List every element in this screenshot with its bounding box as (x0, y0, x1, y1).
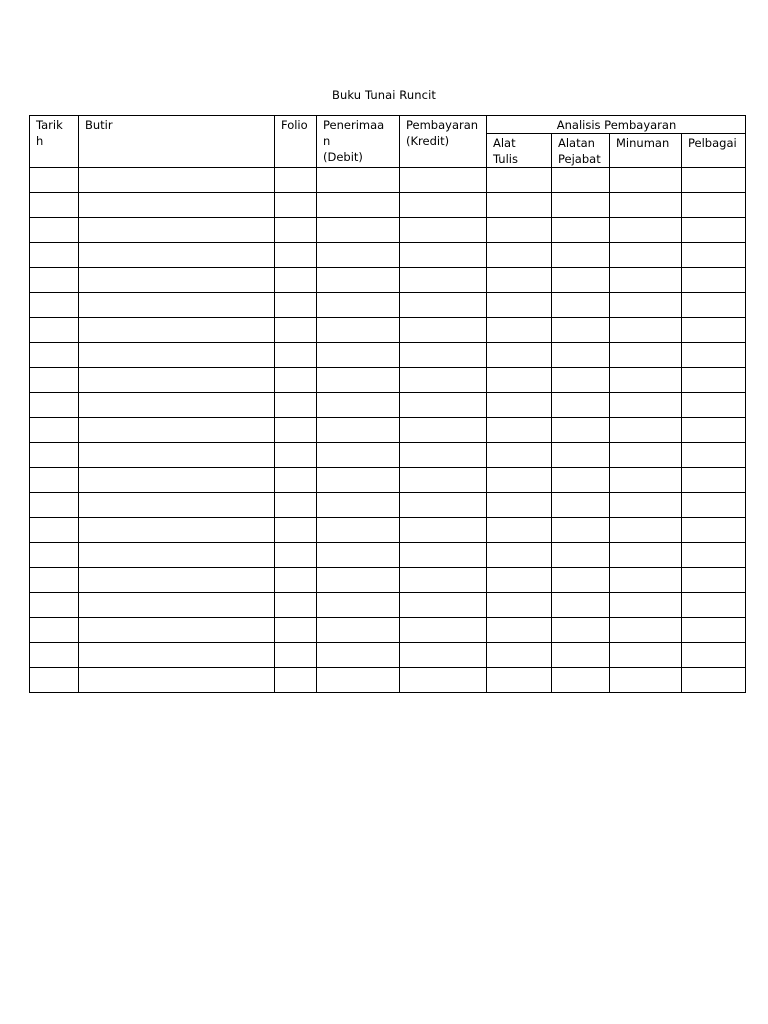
header-pembayaran: Pembayaran (Kredit) (400, 116, 487, 168)
cell-pembayaran[interactable] (400, 393, 487, 418)
petty-cash-ledger-table (29, 115, 746, 693)
cell-minuman[interactable] (610, 368, 682, 393)
cell-penerimaan[interactable] (317, 243, 400, 268)
cell-alat-tulis[interactable] (487, 293, 552, 318)
cell-penerimaan[interactable] (317, 318, 400, 343)
cell-alat-tulis[interactable] (487, 593, 552, 618)
cell-alatan-pejabat[interactable] (552, 493, 610, 518)
cell-alat-tulis[interactable] (487, 518, 552, 543)
table-row (30, 293, 746, 318)
cell-alatan-pejabat[interactable] (552, 643, 610, 668)
cell-alatan-pejabat[interactable] (552, 218, 610, 243)
cell-pembayaran[interactable] (400, 168, 487, 193)
cell-butir[interactable] (79, 668, 275, 693)
cell-minuman[interactable] (610, 393, 682, 418)
cell-butir[interactable] (79, 243, 275, 268)
table-row (30, 668, 746, 693)
cell-alat-tulis[interactable] (487, 393, 552, 418)
cell-pembayaran[interactable] (400, 568, 487, 593)
cell-alatan-pejabat[interactable] (552, 568, 610, 593)
cell-minuman[interactable] (610, 593, 682, 618)
cell-pembayaran[interactable] (400, 418, 487, 443)
cell-pelbagai[interactable] (682, 618, 746, 643)
table-row (30, 268, 746, 293)
cell-tarikh[interactable] (30, 268, 79, 293)
cell-folio[interactable] (275, 193, 317, 218)
page-title: Buku Tunai Runcit (332, 88, 436, 102)
header-tarikh: Tarik h (30, 116, 79, 168)
cell-folio[interactable] (275, 568, 317, 593)
cell-minuman[interactable] (610, 218, 682, 243)
cell-folio[interactable] (275, 368, 317, 393)
cell-folio[interactable] (275, 318, 317, 343)
cell-alat-tulis[interactable] (487, 168, 552, 193)
cell-folio[interactable] (275, 593, 317, 618)
cell-pembayaran[interactable] (400, 468, 487, 493)
cell-alat-tulis[interactable] (487, 268, 552, 293)
cell-penerimaan[interactable] (317, 468, 400, 493)
cell-minuman[interactable] (610, 518, 682, 543)
cell-alat-tulis[interactable] (487, 543, 552, 568)
cell-tarikh[interactable] (30, 368, 79, 393)
cell-butir[interactable] (79, 193, 275, 218)
cell-folio[interactable] (275, 643, 317, 668)
cell-alatan-pejabat[interactable] (552, 193, 610, 218)
cell-butir[interactable] (79, 268, 275, 293)
cell-folio[interactable] (275, 293, 317, 318)
cell-minuman[interactable] (610, 568, 682, 593)
cell-tarikh[interactable] (30, 618, 79, 643)
cell-pembayaran[interactable] (400, 243, 487, 268)
cell-penerimaan[interactable] (317, 393, 400, 418)
cell-minuman[interactable] (610, 618, 682, 643)
cell-alat-tulis[interactable] (487, 243, 552, 268)
cell-pembayaran[interactable] (400, 618, 487, 643)
cell-butir[interactable] (79, 568, 275, 593)
cell-folio[interactable] (275, 343, 317, 368)
cell-butir[interactable] (79, 343, 275, 368)
cell-alatan-pejabat[interactable] (552, 443, 610, 468)
cell-penerimaan[interactable] (317, 643, 400, 668)
cell-tarikh[interactable] (30, 418, 79, 443)
header-minuman: Minuman (610, 134, 682, 168)
table-row (30, 418, 746, 443)
cell-pembayaran[interactable] (400, 293, 487, 318)
cell-penerimaan[interactable] (317, 443, 400, 468)
cell-pelbagai[interactable] (682, 243, 746, 268)
cell-pembayaran[interactable] (400, 543, 487, 568)
table-row (30, 318, 746, 343)
cell-alat-tulis[interactable] (487, 218, 552, 243)
cell-minuman[interactable] (610, 443, 682, 468)
cell-butir[interactable] (79, 468, 275, 493)
cell-folio[interactable] (275, 418, 317, 443)
cell-alatan-pejabat[interactable] (552, 368, 610, 393)
cell-butir[interactable] (79, 593, 275, 618)
table-row (30, 518, 746, 543)
cell-alatan-pejabat[interactable] (552, 168, 610, 193)
cell-pelbagai[interactable] (682, 568, 746, 593)
table-row (30, 543, 746, 568)
cell-tarikh[interactable] (30, 468, 79, 493)
cell-minuman[interactable] (610, 543, 682, 568)
cell-pelbagai[interactable] (682, 443, 746, 468)
cell-butir[interactable] (79, 443, 275, 468)
cell-pembayaran[interactable] (400, 268, 487, 293)
table-row (30, 493, 746, 518)
cell-pembayaran[interactable] (400, 193, 487, 218)
cell-penerimaan[interactable] (317, 593, 400, 618)
cell-alatan-pejabat[interactable] (552, 243, 610, 268)
cell-penerimaan[interactable] (317, 368, 400, 393)
cell-penerimaan[interactable] (317, 418, 400, 443)
cell-pembayaran[interactable] (400, 493, 487, 518)
cell-alatan-pejabat[interactable] (552, 518, 610, 543)
cell-pelbagai[interactable] (682, 343, 746, 368)
cell-minuman[interactable] (610, 243, 682, 268)
cell-alatan-pejabat[interactable] (552, 668, 610, 693)
cell-pelbagai[interactable] (682, 318, 746, 343)
cell-alatan-pejabat[interactable] (552, 543, 610, 568)
table-row (30, 643, 746, 668)
cell-penerimaan[interactable] (317, 493, 400, 518)
table-row (30, 593, 746, 618)
cell-minuman[interactable] (610, 643, 682, 668)
cell-pelbagai[interactable] (682, 668, 746, 693)
cell-alatan-pejabat[interactable] (552, 618, 610, 643)
cell-butir[interactable] (79, 293, 275, 318)
cell-butir[interactable] (79, 643, 275, 668)
cell-minuman[interactable] (610, 668, 682, 693)
cell-penerimaan[interactable] (317, 543, 400, 568)
cell-alatan-pejabat[interactable] (552, 468, 610, 493)
cell-folio[interactable] (275, 618, 317, 643)
cell-penerimaan[interactable] (317, 343, 400, 368)
cell-butir[interactable] (79, 493, 275, 518)
cell-tarikh[interactable] (30, 243, 79, 268)
header-butir: Butir (79, 116, 275, 168)
header-pelbagai: Pelbagai (682, 134, 746, 168)
cell-tarikh[interactable] (30, 518, 79, 543)
cell-penerimaan[interactable] (317, 193, 400, 218)
cell-tarikh[interactable] (30, 168, 79, 193)
cell-butir[interactable] (79, 543, 275, 568)
cell-pelbagai[interactable] (682, 593, 746, 618)
cell-folio[interactable] (275, 168, 317, 193)
cell-butir[interactable] (79, 518, 275, 543)
table-row (30, 343, 746, 368)
header-penerimaan: Penerimaa n (Debit) (317, 116, 400, 168)
table-row (30, 193, 746, 218)
cell-alat-tulis[interactable] (487, 343, 552, 368)
cell-minuman[interactable] (610, 193, 682, 218)
cell-folio[interactable] (275, 468, 317, 493)
cell-pelbagai[interactable] (682, 293, 746, 318)
cell-tarikh[interactable] (30, 318, 79, 343)
cell-butir[interactable] (79, 418, 275, 443)
cell-pelbagai[interactable] (682, 518, 746, 543)
table-row (30, 468, 746, 493)
cell-pembayaran[interactable] (400, 593, 487, 618)
cell-tarikh[interactable] (30, 343, 79, 368)
table-row (30, 393, 746, 418)
cell-minuman[interactable] (610, 493, 682, 518)
cell-butir[interactable] (79, 618, 275, 643)
cell-butir[interactable] (79, 393, 275, 418)
table-row (30, 618, 746, 643)
cell-pelbagai[interactable] (682, 643, 746, 668)
cell-alat-tulis[interactable] (487, 318, 552, 343)
cell-pelbagai[interactable] (682, 393, 746, 418)
cell-pembayaran[interactable] (400, 668, 487, 693)
header-alat-tulis: Alat Tulis (487, 134, 552, 168)
cell-penerimaan[interactable] (317, 668, 400, 693)
cell-folio[interactable] (275, 518, 317, 543)
cell-tarikh[interactable] (30, 393, 79, 418)
header-folio: Folio (275, 116, 317, 168)
cell-folio[interactable] (275, 668, 317, 693)
cell-penerimaan[interactable] (317, 568, 400, 593)
cell-pembayaran[interactable] (400, 643, 487, 668)
cell-alat-tulis[interactable] (487, 193, 552, 218)
cell-alat-tulis[interactable] (487, 418, 552, 443)
header-alatan-pejabat: Alatan Pejabat (552, 134, 610, 168)
table-row (30, 443, 746, 468)
cell-butir[interactable] (79, 168, 275, 193)
cell-penerimaan[interactable] (317, 268, 400, 293)
cell-alat-tulis[interactable] (487, 468, 552, 493)
cell-alatan-pejabat[interactable] (552, 343, 610, 368)
cell-alatan-pejabat[interactable] (552, 268, 610, 293)
cell-folio[interactable] (275, 443, 317, 468)
cell-penerimaan[interactable] (317, 218, 400, 243)
cell-alat-tulis[interactable] (487, 643, 552, 668)
cell-alatan-pejabat[interactable] (552, 293, 610, 318)
table-row (30, 218, 746, 243)
cell-minuman[interactable] (610, 343, 682, 368)
cell-minuman[interactable] (610, 318, 682, 343)
cell-pelbagai[interactable] (682, 268, 746, 293)
cell-folio[interactable] (275, 268, 317, 293)
cell-butir[interactable] (79, 218, 275, 243)
cell-pembayaran[interactable] (400, 318, 487, 343)
cell-minuman[interactable] (610, 418, 682, 443)
cell-folio[interactable] (275, 543, 317, 568)
cell-tarikh[interactable] (30, 643, 79, 668)
cell-penerimaan[interactable] (317, 168, 400, 193)
cell-folio[interactable] (275, 243, 317, 268)
cell-alat-tulis[interactable] (487, 368, 552, 393)
cell-penerimaan[interactable] (317, 293, 400, 318)
cell-alat-tulis[interactable] (487, 618, 552, 643)
cell-minuman[interactable] (610, 268, 682, 293)
cell-minuman[interactable] (610, 168, 682, 193)
cell-pelbagai[interactable] (682, 368, 746, 393)
cell-pelbagai[interactable] (682, 543, 746, 568)
cell-tarikh[interactable] (30, 568, 79, 593)
cell-tarikh[interactable] (30, 193, 79, 218)
cell-alat-tulis[interactable] (487, 493, 552, 518)
cell-tarikh[interactable] (30, 443, 79, 468)
cell-alatan-pejabat[interactable] (552, 593, 610, 618)
cell-penerimaan[interactable] (317, 518, 400, 543)
cell-minuman[interactable] (610, 293, 682, 318)
cell-pembayaran[interactable] (400, 368, 487, 393)
table-row (30, 368, 746, 393)
cell-tarikh[interactable] (30, 218, 79, 243)
cell-pelbagai[interactable] (682, 218, 746, 243)
cell-alatan-pejabat[interactable] (552, 393, 610, 418)
cell-pembayaran[interactable] (400, 443, 487, 468)
cell-tarikh[interactable] (30, 668, 79, 693)
cell-butir[interactable] (79, 368, 275, 393)
cell-pelbagai[interactable] (682, 418, 746, 443)
header-analisis-pembayaran: Analisis Pembayaran (487, 116, 746, 134)
cell-tarikh[interactable] (30, 493, 79, 518)
cell-pembayaran[interactable] (400, 518, 487, 543)
table-row (30, 243, 746, 268)
cell-pelbagai[interactable] (682, 493, 746, 518)
cell-butir[interactable] (79, 318, 275, 343)
cell-penerimaan[interactable] (317, 618, 400, 643)
ledger-body (30, 168, 746, 693)
cell-tarikh[interactable] (30, 293, 79, 318)
cell-tarikh[interactable] (30, 543, 79, 568)
cell-folio[interactable] (275, 393, 317, 418)
cell-folio[interactable] (275, 493, 317, 518)
cell-tarikh[interactable] (30, 593, 79, 618)
table-row (30, 568, 746, 593)
cell-alat-tulis[interactable] (487, 443, 552, 468)
cell-pelbagai[interactable] (682, 193, 746, 218)
cell-alat-tulis[interactable] (487, 668, 552, 693)
cell-minuman[interactable] (610, 468, 682, 493)
cell-pembayaran[interactable] (400, 343, 487, 368)
cell-alatan-pejabat[interactable] (552, 418, 610, 443)
cell-pembayaran[interactable] (400, 218, 487, 243)
cell-alatan-pejabat[interactable] (552, 318, 610, 343)
cell-folio[interactable] (275, 218, 317, 243)
table-row (30, 168, 746, 193)
cell-pelbagai[interactable] (682, 468, 746, 493)
cell-pelbagai[interactable] (682, 168, 746, 193)
cell-alat-tulis[interactable] (487, 568, 552, 593)
